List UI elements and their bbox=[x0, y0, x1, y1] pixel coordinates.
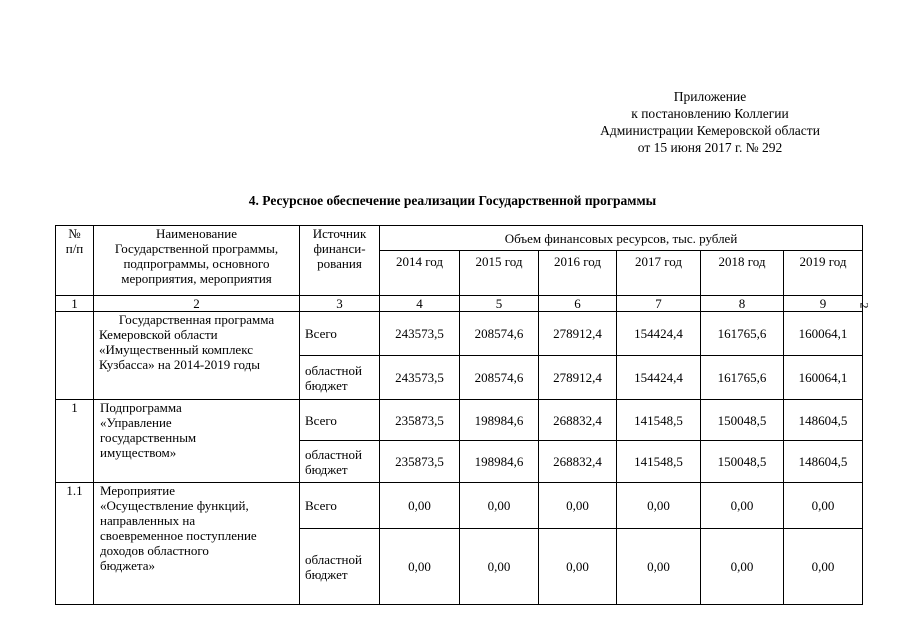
header-num-cell bbox=[56, 226, 94, 296]
source-line: бюджет bbox=[305, 377, 348, 393]
row-name-line: имуществом» bbox=[100, 445, 177, 460]
value-cell: 161765,6 bbox=[701, 312, 784, 356]
header-num-line-1: № bbox=[68, 226, 81, 241]
header-num-line-2: п/п bbox=[65, 241, 84, 256]
index-cell: 7 bbox=[617, 296, 701, 312]
value-cell: 278912,4 bbox=[539, 356, 617, 400]
value-cell: 150048,5 bbox=[701, 441, 784, 483]
header-volume-cell: Объем финансовых ресурсов, тыс. рублей bbox=[380, 226, 863, 251]
table-row bbox=[56, 483, 863, 529]
source-cell bbox=[300, 441, 380, 483]
header-name-line: мероприятия, мероприятия bbox=[121, 271, 272, 286]
index-cell: 4 bbox=[380, 296, 460, 312]
header-source-cell bbox=[300, 226, 380, 296]
row-name-line: доходов областного bbox=[100, 543, 209, 558]
document-title: 4. Ресурсное обеспечение реализации Государственной программы bbox=[248, 193, 657, 208]
value-cell: 160064,1 bbox=[784, 312, 863, 356]
appendix-line-1: Приложение bbox=[673, 89, 747, 104]
index-cell: 6 bbox=[539, 296, 617, 312]
header-source-line: рования bbox=[317, 256, 362, 271]
row-name-line: «Управление bbox=[100, 415, 172, 430]
header-name-cell bbox=[94, 226, 300, 296]
source-line: областной bbox=[305, 551, 362, 567]
year-header: 2015 год bbox=[460, 251, 539, 296]
source-cell bbox=[300, 356, 380, 400]
value-cell: 0,00 bbox=[539, 483, 617, 529]
appendix-line-3: Администрации Кемеровской области bbox=[600, 123, 820, 138]
source-line: Всего bbox=[305, 498, 337, 513]
index-cell: 8 bbox=[701, 296, 784, 312]
value-cell: 198984,6 bbox=[460, 400, 539, 441]
source-line: бюджет bbox=[305, 566, 348, 582]
value-cell: 278912,4 bbox=[539, 312, 617, 356]
value-cell: 0,00 bbox=[460, 483, 539, 529]
value-cell: 0,00 bbox=[617, 483, 701, 529]
value-cell: 0,00 bbox=[617, 529, 701, 605]
header-name-line: Государственной программы, bbox=[114, 241, 279, 256]
value-cell: 154424,4 bbox=[617, 312, 701, 356]
year-header: 2017 год bbox=[617, 251, 701, 296]
row-name-line: Подпрограмма bbox=[100, 400, 182, 415]
index-row bbox=[56, 296, 863, 312]
appendix-line-2: к постановлению Коллегии bbox=[631, 106, 789, 121]
header-name-line: подпрограммы, основного bbox=[123, 256, 270, 271]
source-line: областной bbox=[305, 362, 362, 378]
value-cell: 268832,4 bbox=[539, 441, 617, 483]
row-name-line: Государственная программа bbox=[118, 312, 275, 327]
value-cell: 0,00 bbox=[380, 483, 460, 529]
index-cell: 5 bbox=[460, 296, 539, 312]
year-header: 2018 год bbox=[701, 251, 784, 296]
row-name-line: государственным bbox=[100, 430, 197, 445]
header-name-line: Наименование bbox=[156, 226, 237, 241]
value-cell: 208574,6 bbox=[460, 312, 539, 356]
year-header: 2014 год bbox=[380, 251, 460, 296]
value-cell: 0,00 bbox=[701, 483, 784, 529]
row-number-cell bbox=[56, 312, 94, 400]
row-number-cell: 1 bbox=[56, 400, 94, 483]
value-cell: 243573,5 bbox=[380, 356, 460, 400]
source-line: Всего bbox=[305, 412, 337, 428]
row-name-line: направленных на bbox=[100, 513, 196, 528]
source-cell bbox=[300, 529, 380, 605]
appendix-block bbox=[560, 88, 860, 156]
value-cell: 160064,1 bbox=[784, 356, 863, 400]
year-header: 2019 год bbox=[784, 251, 863, 296]
value-cell: 150048,5 bbox=[701, 400, 784, 441]
source-line: бюджет bbox=[305, 461, 348, 477]
value-cell: 141548,5 bbox=[617, 400, 701, 441]
source-cell bbox=[300, 400, 380, 441]
index-cell: 9 bbox=[784, 296, 863, 312]
value-cell: 0,00 bbox=[701, 529, 784, 605]
value-cell: 0,00 bbox=[784, 529, 863, 605]
row-name-line: Кемеровской области bbox=[99, 327, 218, 342]
header-source-line: финанси- bbox=[313, 241, 366, 256]
value-cell: 0,00 bbox=[380, 529, 460, 605]
value-cell: 235873,5 bbox=[380, 441, 460, 483]
index-cell: 1 bbox=[56, 296, 94, 312]
value-cell: 198984,6 bbox=[460, 441, 539, 483]
value-cell: 268832,4 bbox=[539, 400, 617, 441]
source-line: Всего bbox=[305, 326, 337, 341]
value-cell: 0,00 bbox=[539, 529, 617, 605]
source-cell bbox=[300, 483, 380, 529]
index-cell: 3 bbox=[300, 296, 380, 312]
header-source-line: Источник bbox=[312, 226, 367, 241]
index-cell: 2 bbox=[94, 296, 300, 312]
year-header: 2016 год bbox=[539, 251, 617, 296]
value-cell: 154424,4 bbox=[617, 356, 701, 400]
row-name-cell bbox=[94, 483, 300, 605]
value-cell: 235873,5 bbox=[380, 400, 460, 441]
row-name-line: Кузбасса» на 2014-2019 годы bbox=[99, 357, 260, 372]
table-row bbox=[56, 400, 863, 441]
table-row bbox=[56, 312, 863, 356]
row-name-line: Мероприятие bbox=[100, 483, 175, 498]
row-name-cell bbox=[94, 400, 300, 483]
value-cell: 161765,6 bbox=[701, 356, 784, 400]
resource-table bbox=[55, 225, 863, 605]
source-cell bbox=[300, 312, 380, 356]
row-name-line: своевременное поступление bbox=[100, 528, 257, 543]
source-line: областной bbox=[305, 446, 362, 462]
value-cell: 141548,5 bbox=[617, 441, 701, 483]
value-cell: 148604,5 bbox=[784, 400, 863, 441]
row-number-cell: 1.1 bbox=[56, 483, 94, 605]
row-name-cell bbox=[94, 312, 300, 400]
appendix-line-4: от 15 июня 2017 г. № 292 bbox=[637, 140, 783, 155]
row-name-line: «Имущественный комплекс bbox=[99, 342, 253, 357]
value-cell: 243573,5 bbox=[380, 312, 460, 356]
page-number: 2 bbox=[857, 302, 872, 309]
value-cell: 208574,6 bbox=[460, 356, 539, 400]
row-name-line: «Осуществление функций, bbox=[100, 498, 249, 513]
header-row-1 bbox=[56, 226, 863, 251]
row-name-line: бюджета» bbox=[100, 558, 155, 573]
value-cell: 0,00 bbox=[460, 529, 539, 605]
value-cell: 0,00 bbox=[784, 483, 863, 529]
value-cell: 148604,5 bbox=[784, 441, 863, 483]
